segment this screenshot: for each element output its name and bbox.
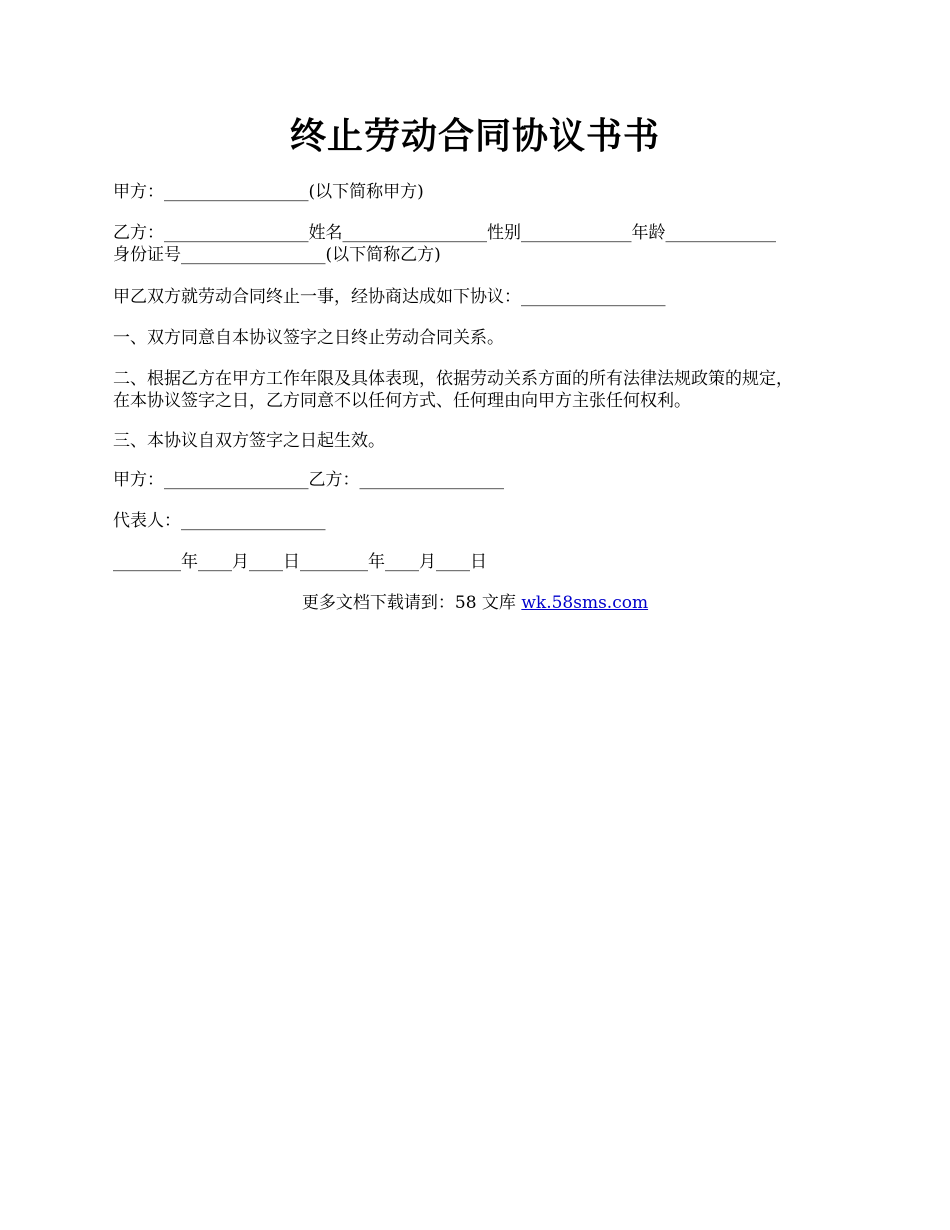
document-title: 终止劳动合同协议书书 [289,115,660,157]
party-a-line: 甲方：_________________(以下简称甲方) [113,182,424,202]
signature-line: 甲方：_________________乙方：_________________ [113,470,504,490]
date-line: ________年____月____日________年____月____日 [113,552,487,572]
clause-two-line-2: 在本协议签字之日，乙方同意不以任何方式、任何理由向甲方主张任何权利。 [113,391,691,411]
clause-two-line-1: 二、根据乙方在甲方工作年限及具体表现，依据劳动关系方面的所有法律法规政策的规定， [113,369,793,389]
clause-one: 一、双方同意自本协议签字之日终止劳动合同关系。 [113,328,504,348]
footer-text: 更多文档下载请到：58 文库 [301,593,522,613]
party-b-line: 乙方：_________________姓名_________________性别_____________年龄_____________ [113,223,776,243]
representative-line: 代表人：_________________ [113,511,326,531]
agreement-intro: 甲乙双方就劳动合同终止一事，经协商达成如下协议：_________________ [113,287,666,307]
footer-link[interactable]: wk.58sms.com [521,593,649,613]
clause-three: 三、本协议自双方签字之日起生效。 [113,431,385,451]
footer [0,592,950,614]
party-b-id-line: 身份证号_________________(以下简称乙方) [113,245,441,265]
